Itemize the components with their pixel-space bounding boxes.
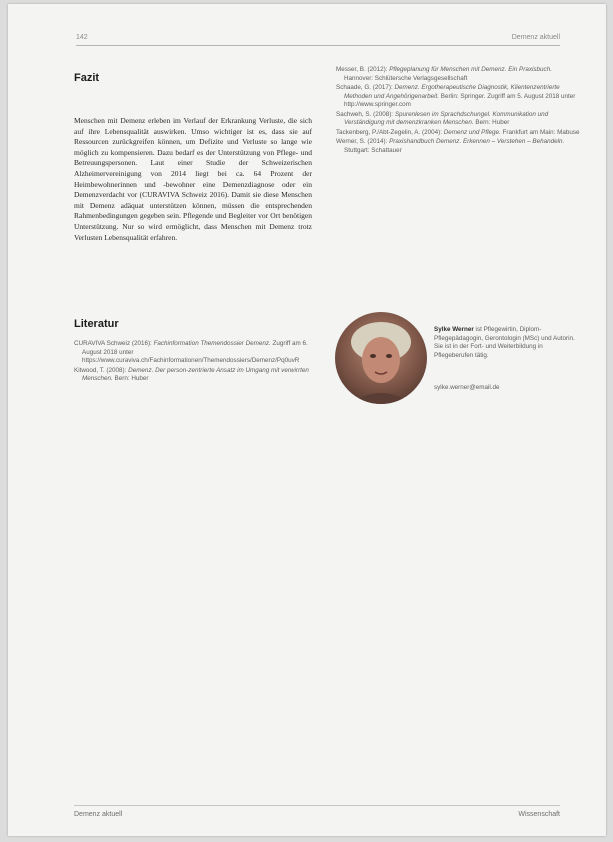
reference-item: Sachweh, S. (2008): Spurenlesen im Sprachdschungel. Kommunikation und Verständigung mit demenzkranken Menschen. Bern: Huber — [336, 110, 549, 126]
footer-rule — [74, 805, 560, 806]
author-name: Sylke Werner — [434, 326, 474, 333]
references-right — [336, 66, 580, 156]
portrait-image — [335, 312, 427, 404]
fazit-heading: Fazit — [74, 72, 100, 84]
reference-item: Werner, S. (2014): Praxishandbuch Demenz. Erkennen – Verstehen – Behandeln. Stuttgart: Schattauer — [336, 138, 565, 154]
reference-item: Kitwood, T. (2008): Demenz. Der person-zentrierte Ansatz im Umgang mit verwirrten Menschen. Bern: Huber — [74, 366, 309, 382]
reference-item: Schaade, G. (2017): Demenz. Ergotherapeutische Diagnostik, Klientenzentrierte Methoden und Angehörigenarbeit. Berlin: Springer. Zugriff am 5. August 2018 unter http://www.springer.com — [336, 84, 576, 108]
footer-right: Wissenschaft — [518, 811, 560, 818]
running-title: Demenz aktuell — [511, 34, 560, 41]
footer-left: Demenz aktuell — [74, 811, 123, 818]
reference-item: CURAVIVA Schweiz (2016): Fachinformation Themendossier Demenz. Zugriff am 6. August 2018 unter https://www.curaviva.ch/Fachinformationen/Themendossiers/Demenz/Pq0uvR — [74, 340, 308, 364]
author-email[interactable]: sylke.werner@email.de — [434, 384, 500, 391]
author-photo — [335, 312, 427, 404]
references-left — [74, 340, 316, 385]
author-bio: Sylke Werner ist Pflegewirtin, Diplom-Pflegepädagogin, Gerontologin (MSc) und Autorin. Sie ist in der Fort- und Weiterbildung in Pflegeberufen tätig. — [434, 326, 575, 359]
page — [8, 4, 606, 836]
reference-item: Tackenberg, P./Abt-Zegelin, A. (2004): Demenz und Pflege. Frankfurt am Main: Mabuse — [336, 128, 580, 136]
reference-item: Messer, B. (2012): Pflegeplanung für Menschen mit Demenz. Ein Praxisbuch. Hannover: Schlütersche Verlagsgesellschaft — [336, 66, 552, 82]
page-number: 142 — [76, 34, 88, 41]
header-rule — [76, 45, 560, 46]
fazit-text: Menschen mit Demenz erleben im Verlauf der Erkrankung Verluste, die sich auf ihre Lebensqualität auswirken. Umso wichtiger ist es, dass sie auf Ressourcen zurückgreifen können, um Defizite und Verluste so lange wie möglich zu kompensieren. Dazu bedarf es der Unterstützung von Pflege- und Betreuungspersonen. Laut einer Studie der Schweizerischen Alzheimervereinigung von 2014 liegt bei ca. 64 Prozent der Heimbewohnerinnen und -bewohner eine Demenzdiagnose oder ein Demenzverdacht vor (CURAVIVA Schweiz 2016). Damit sie diese Menschen mit Demenz adäquat unterstützen können, müssen die entsprechenden Rahmenbedingungen gegeben sein. Pflegende und Begleiter vor Ort benötigen Unterstützung. Nur so wird ermöglicht, dass Menschen mit Demenz trotz Verlusten Lebensqualität erfahren. — [74, 116, 312, 242]
literatur-heading: Literatur — [74, 318, 119, 330]
